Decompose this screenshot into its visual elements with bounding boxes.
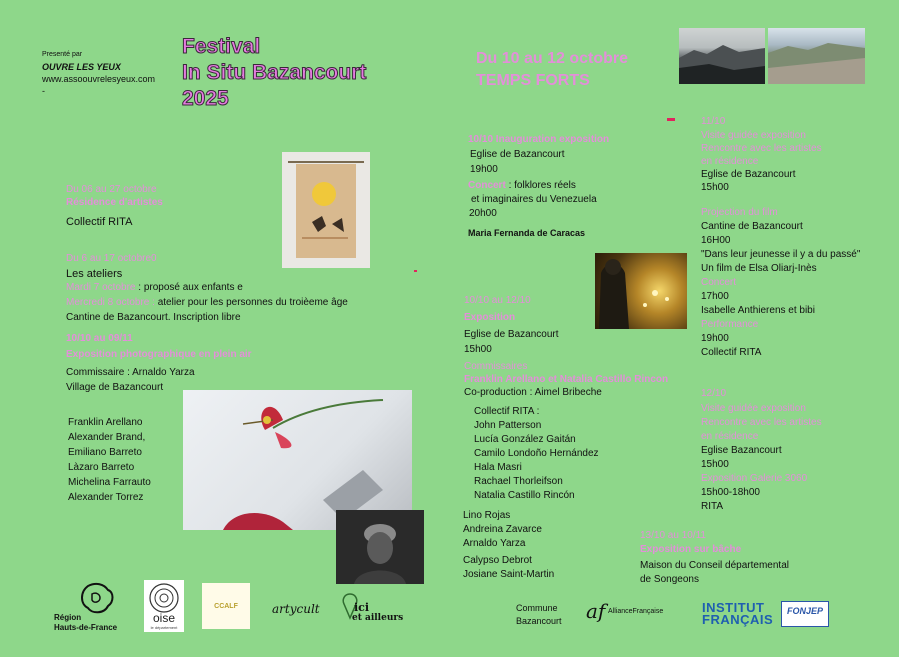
artist-name: Franklin Arellano (68, 417, 143, 428)
ateliers-line1-date: Mardi 7 octobre (66, 282, 136, 293)
expo-photo-section (66, 332, 252, 394)
artist-name: Alexander Torrez (68, 492, 144, 503)
ccalf-logo (202, 583, 250, 629)
alliance-af-icon: af (586, 599, 606, 623)
projection-heure: 16H00 (701, 235, 731, 246)
red-dot (414, 270, 417, 272)
galerie-label: Exposition Galerie 3060 (701, 473, 808, 484)
landscape-mountains (679, 28, 765, 84)
region-map-icon (78, 582, 118, 616)
region-line2: Hauts-de-France (54, 623, 118, 632)
ateliers-dates: Du 6 au 17 octobre0 (66, 253, 157, 264)
tapestry-art (282, 152, 370, 268)
portrait-photo (336, 510, 424, 584)
bache-section (640, 529, 789, 586)
presenter-name: OUVRE LES YEUX (42, 62, 121, 72)
exposition-title: Exposition (464, 312, 516, 323)
tapestry-photo (282, 152, 370, 268)
ateliers-line3: Cantine de Bazancourt. Inscription libre (66, 312, 241, 323)
presenter-label: Presenté par (42, 51, 83, 58)
day11-visite: Rencontre avec les artistes (701, 143, 822, 154)
concert-line2: et imaginaires du Venezuela (471, 194, 597, 205)
concert-artist: Maria Fernanda de Caracas (468, 228, 586, 238)
residence-section (66, 183, 163, 229)
artist-name: Andreina Zavarce (463, 524, 542, 535)
title-line-3: 2025 (182, 87, 229, 110)
performance-label: Performance (701, 319, 759, 330)
expo-photo-lieu: Village de Bazancourt (66, 382, 164, 393)
alliance-label: AllianceFrançaise (608, 608, 664, 615)
projection-lieu: Cantine de Bazancourt (701, 221, 803, 232)
bache-dates: 13/10 au 10/11 (640, 530, 706, 541)
institut-line1: INSTITUT (702, 600, 765, 615)
artycult-logo: artycult (272, 602, 320, 616)
region-line1: Région (54, 613, 82, 622)
film-author: Un film de Elsa Oliarj-Inès (701, 263, 817, 274)
ccalf-label: CCALF (214, 603, 238, 610)
exposition-lieu: Eglise de Bazancourt (464, 329, 559, 340)
residence-who: Collectif RITA (66, 216, 133, 228)
headline-dates: Du 10 au 12 octobre (476, 50, 629, 67)
concert-artists: Isabelle Anthierens et bibi (701, 305, 815, 316)
commissaires-names: Franklin Arellano et Natalia Castillo Rincon (464, 374, 669, 385)
oise-sub: le département (150, 625, 178, 630)
galerie-heure: 15h00-18h00 (701, 487, 760, 498)
fonjep-label: FONJEP (786, 606, 823, 616)
artist-name: Emiliano Barreto (68, 447, 142, 458)
film-title: "Dans leur jeunesse il y a du passé" (701, 249, 861, 260)
artist-name: Calypso Debrot (463, 555, 532, 566)
ateliers-line2-text: atelier pour les personnes du troièeme âge (154, 297, 348, 308)
red-mark (667, 118, 675, 121)
expo-photo-title: Exposition photographique en plein air (66, 349, 252, 360)
headline (476, 48, 628, 92)
member-name: John Patterson (474, 420, 542, 431)
projection-label: Projection du film (701, 207, 778, 218)
inauguration-lieu: Eglise de Bazancourt (470, 149, 565, 160)
commune-line2: Bazancourt (516, 616, 562, 626)
ateliers-title: Les ateliers (66, 268, 123, 280)
region-logo (54, 582, 144, 632)
region-label (54, 613, 117, 633)
artist-name: Josiane Saint-Martin (463, 569, 555, 580)
bache-lieu2: de Songeons (640, 574, 699, 585)
oise-logo (144, 580, 184, 632)
day12-visite: Rencontre avec les artistes (701, 417, 822, 428)
title-line-1: Festival (182, 35, 261, 58)
coprod: Co-production : Aimel Bribeche (464, 387, 602, 398)
ateliers-section (66, 252, 348, 324)
bache-lieu1: Maison du Conseil départemental (640, 560, 789, 571)
collectif-list (474, 405, 599, 503)
performance-who: Collectif RITA (701, 347, 762, 358)
day11-heure: 15h00 (701, 182, 729, 193)
artist-name: Lino Rojas (463, 510, 511, 521)
member-name: Hala Masri (474, 462, 522, 473)
day12-lieu: Eglise Bazancourt (701, 445, 782, 456)
day12-date: 12/10 (701, 388, 727, 399)
exposition-section (464, 294, 668, 399)
exposition-heure: 15h00 (464, 344, 492, 355)
inauguration-section (468, 133, 609, 240)
woman-portrait (336, 510, 424, 584)
performance-heure: 19h00 (701, 333, 729, 344)
commune-logo (516, 602, 562, 628)
ateliers-line1-text: : proposé aux enfants e (135, 282, 243, 293)
ici-label: ici (354, 601, 370, 614)
commune-line1: Commune (516, 603, 558, 613)
ailleurs-label: et ailleurs (352, 613, 404, 623)
day11-visite: en résidence (701, 156, 759, 167)
inauguration-heure: 19h00 (470, 164, 498, 175)
artist-name: Arnaldo Yarza (463, 538, 526, 549)
day11-date: 11/10 (701, 116, 726, 127)
day11-visite: Visite guidée exposition (701, 130, 806, 141)
day12-visite: Visite guidée exposition (701, 403, 806, 414)
presenter-block (42, 50, 155, 98)
institut-francais-logo (702, 602, 773, 626)
residence-dates: Du 06 au 27 octobre (66, 184, 157, 195)
residence-title: Résidence d'artistes (66, 197, 163, 208)
collectif-label: Collectif RITA : (474, 406, 540, 417)
city-valley (768, 28, 865, 84)
flower-photo (183, 390, 412, 530)
expo-photo-commissaire: Commissaire : Arnaldo Yarza (66, 367, 195, 378)
concert-text: : folklores réels (505, 180, 576, 191)
artist-name: Alexander Brand, (68, 432, 146, 443)
institut-line2: FRANÇAIS (702, 612, 774, 627)
flower-insect (183, 390, 412, 530)
concert-heure: 20h00 (469, 208, 497, 219)
landscape-photo-1 (679, 28, 765, 84)
day12-visite: en résidence (701, 431, 759, 442)
exposition-dates: 10/10 au 12/10 (464, 295, 531, 306)
bache-title: Exposition sur bâche (640, 544, 742, 555)
other-artists-list (463, 509, 554, 582)
member-name: Lucía González Gaitán (474, 434, 576, 445)
landscape-photo-2 (768, 28, 865, 84)
title-line-2: In Situ Bazancourt (182, 61, 367, 84)
inauguration-title: 10/10 Inauguration exposition (468, 134, 610, 145)
headline-subtitle: TEMPS FORTS (476, 72, 590, 89)
expo-photo-dates: 10/10 au 09/11 (66, 333, 133, 344)
artists-list (68, 415, 151, 505)
commissaires-label: Commissaires (464, 361, 528, 372)
artist-name: Làzaro Barreto (68, 462, 135, 473)
day11-section (701, 115, 860, 359)
ici-ailleurs-logo (340, 592, 410, 632)
presenter-dash: - (42, 86, 45, 96)
oise-label: oise (152, 611, 175, 625)
presenter-url[interactable]: www.assoouvrelesyeux.com (42, 74, 156, 84)
concert-heure: 17h00 (701, 291, 729, 302)
concert-label: Concert (701, 277, 737, 288)
ateliers-line2-date: Mercredi 8 octobre : (66, 297, 155, 308)
member-name: Natalia Castillo Rincón (474, 490, 575, 501)
day12-section (701, 387, 822, 513)
festival-title (182, 34, 366, 112)
concert-label: Concert (468, 180, 506, 191)
fonjep-logo (781, 601, 829, 627)
day11-lieu: Eglise de Bazancourt (701, 169, 796, 180)
galerie-who: RITA (701, 501, 724, 512)
alliance-francaise-logo (586, 600, 686, 630)
artist-name: Michelina Farrauto (68, 477, 151, 488)
day12-heure: 15h00 (701, 459, 729, 470)
member-name: Rachael Thorleifson (474, 476, 563, 487)
member-name: Camilo Londoño Hernández (474, 448, 599, 459)
